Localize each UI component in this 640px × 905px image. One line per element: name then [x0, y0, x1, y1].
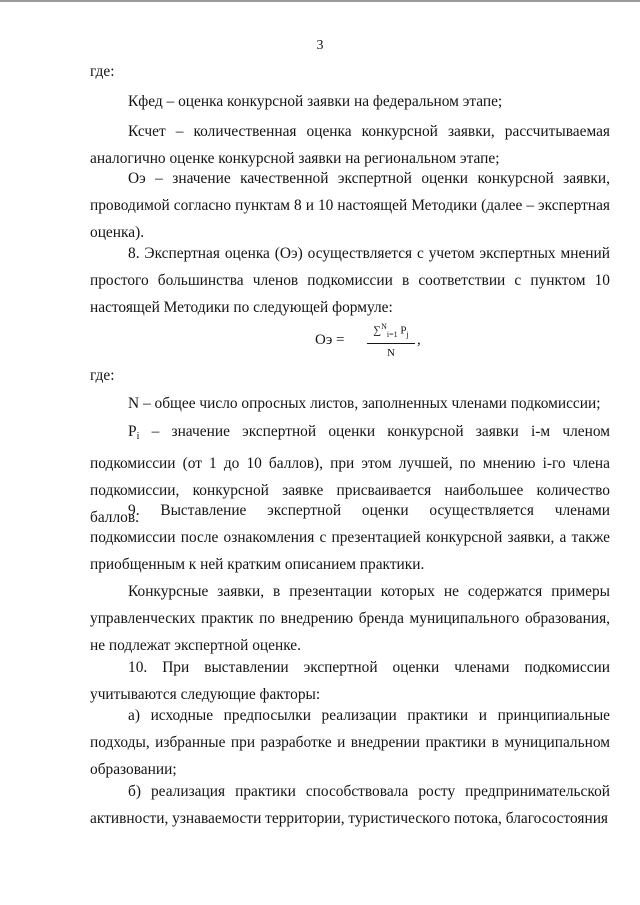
- formula-lhs: Оэ =: [315, 332, 345, 348]
- fraction-bar: [367, 343, 415, 344]
- where-label-1: где:: [90, 63, 115, 80]
- formula-fraction: [367, 320, 415, 360]
- top-border-line: [0, 0, 640, 2]
- contest-paragraph: Конкурсные заявки, в презентации которых не содержатся примеры управленческих практик по внедрению бренда муниципального образования, не подлежат экспертной оценке.: [90, 583, 610, 654]
- oe-definition: Оэ – значение качественной экспертной оценки конкурсной заявки, проводимой согласно пунктам 8 и 10 настоящей Методики (далее – экспертная оценка).: [90, 170, 610, 241]
- where-label-2: где:: [90, 367, 115, 384]
- pi-symbol: Pi: [128, 423, 140, 442]
- page-number: 3: [316, 38, 324, 53]
- kschet-definition: Ксчет – количественная оценка конкурсной заявки, рассчитываемая аналогично оценке конкурсной заявки на региональном этапе;: [90, 123, 610, 167]
- formula-numerator: ∑$^N_{i=1}$ $P_j$: [373, 322, 409, 339]
- item-b: б) реализация практики способствовала росту предпринимательской активности, узнаваемости территории, туристического потока, благосостояния: [90, 783, 610, 827]
- formula-comma: ,: [417, 332, 421, 348]
- n-definition: N – общее число опросных листов, заполненных членами подкомиссии;: [128, 395, 601, 412]
- formula-denominator: N: [387, 346, 395, 359]
- item-a: а) исходные предпосылки реализации практики и принципиальные подходы, избранные при разработке и внедрении практики в муниципальном образовании;: [90, 707, 610, 778]
- formula-oe: [315, 320, 515, 364]
- paragraph-8: 8. Экспертная оценка (Оэ) осуществляется с учетом экспертных мнений простого большинства членов подкомиссии в соответствии с пунктом 10 настоящей Методики по следующей формуле:: [90, 245, 610, 316]
- paragraph-10: 10. При выставлении экспертной оценки членами подкомиссии учитываются следующие факторы:: [90, 659, 610, 703]
- paragraph-9: 9. Выставление экспертной оценки осуществляется членами подкомиссии после ознакомления с презентацией конкурсной заявки, а также приобщенным к ней кратким описанием практики.: [90, 502, 610, 573]
- pi-definition: Pi – значение экспертной оценки конкурсной заявки i-м членом подкомиссии (от 1 до 10 баллов), при этом лучшей, по мнению i-го члена подкомиссии, конкурсной заявке присваивается наибольшее количество баллов.: [90, 423, 610, 526]
- kfed-definition: Кфед – оценка конкурсной заявки на федеральном этапе;: [128, 93, 503, 110]
